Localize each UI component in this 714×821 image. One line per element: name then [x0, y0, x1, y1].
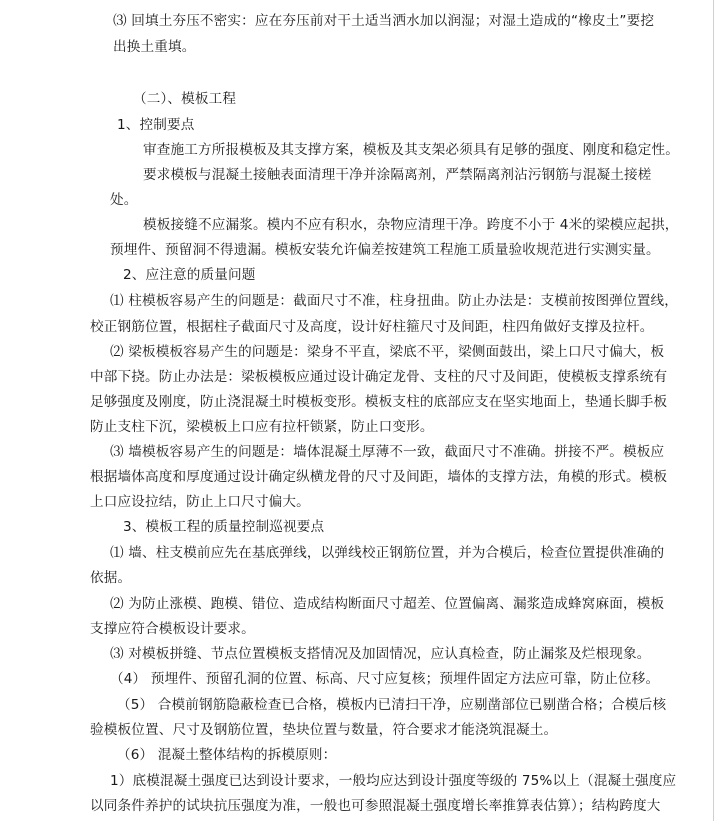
paragraph-line: 处。: [110, 192, 138, 208]
paragraph-line: 依据。: [90, 570, 132, 586]
paragraph-line: 以同条件养护的试块抗压强度为准，一般也可参照混凝土强度增长率推算表估算）；结构跨度大: [90, 798, 661, 814]
paragraph-line: 根据墙体高度和厚度通过设计确定纵横龙骨的尺寸及间距，墙体的支撑方法，角模的形式。模板: [90, 469, 668, 485]
paragraph-line: 上口应设拉结，防止上口尺寸偏大。: [90, 494, 310, 510]
paragraph-line: 支撑应符合模板设计要求。: [90, 621, 255, 637]
section-heading: （二）、模板工程: [133, 91, 237, 107]
paragraph-line: 审查施工方所报模板及其支撑方案，模板及其支架必须具有足够的强度、刚度和稳定性。: [143, 142, 680, 158]
paragraph-line: （5） 合模前钢筋隐蔽检查已合格，模板内已清扫干净，应剔凿部位已剔凿合格；合模后核: [117, 697, 667, 713]
paragraph-line: （6） 混凝土整体结构的拆模原则：: [117, 747, 337, 763]
paragraph-line: （4） 预埋件、预留孔洞的位置、标高、尺寸应复核；预埋件固定方法应可靠，防止位移。: [110, 671, 660, 687]
paragraph-line: ⑶ 对模板拼缝、节点位置模板支搭情况及加固情况，应认真检查，防止漏浆及烂根现象。: [110, 646, 651, 662]
paragraph-line: 出换土重填。: [113, 39, 196, 55]
subsection-heading: 2、应注意的质量问题: [123, 267, 256, 283]
paragraph-line: ⑴ 柱模板容易产生的问题是：截面尺寸不准，柱身扭曲。防止办法是：支模前按图弹位置线，: [110, 293, 678, 309]
paragraph-line: 要求模板与混凝土接触表面清理干净并涂隔离剂，严禁隔离剂沾污钢筋与混凝土接槎: [143, 167, 652, 183]
paragraph-line: 1）底模混凝土强度已达到设计要求，一般均应达到设计强度等级的 75%以上（混凝土强度应: [110, 773, 677, 789]
paragraph-line: 中部下挠。防止办法是：梁板模板应通过设计确定龙骨、支柱的尺寸及间距，使模板支撑系统有: [90, 369, 668, 385]
paragraph-line: 防止支柱下沉，梁模板上口应有拉杆锁紧，防止口变形。: [90, 419, 434, 435]
paragraph-line: 校正钢筋位置，根据柱子截面尺寸及高度，设计好柱箍尺寸及间距，柱四角做好支撑及拉杆。: [90, 319, 654, 335]
paragraph-line: 模板接缝不应漏浆。模内不应有积水，杂物应清理干净。跨度不小于 4米的梁模应起拱，: [143, 217, 679, 233]
paragraph-line: ⑴ 墙、柱支模前应先在基底弹线，以弹线校正钢筋位置，并为合模后，检查位置提供准确的: [110, 545, 665, 561]
subsection-heading: 1、控制要点: [117, 117, 195, 133]
paragraph-line: ⑶ 回填土夯压不密实：应在夯压前对干土适当洒水加以润湿；对湿土造成的“橡皮土”要挖: [113, 13, 655, 29]
paragraph-line: 预埋件、预留洞不得遗漏。模板安装允许偏差按建筑工程施工质量验收规范进行实测实量。: [110, 242, 660, 258]
paragraph-line: ⑶ 墙模板容易产生的问题是：墙体混凝土厚薄不一致，截面尺寸不准确。拼接不严。模板应: [110, 444, 665, 460]
paragraph-line: 足够强度及刚度，防止浇混凝土时模板变形。模板支柱的底部应支在坚实地面上，垫通长脚手板: [90, 394, 668, 410]
paragraph-line: ⑵ 梁板模板容易产生的问题是：梁身不平直，梁底不平，梁侧面鼓出，梁上口尺寸偏大，板: [110, 344, 665, 360]
paragraph-line: ⑵ 为防止涨模、跑模、错位、造成结构断面尺寸超差、位置偏离、漏浆造成蜂窝麻面，模板: [110, 596, 665, 612]
paragraph-line: 验模板位置、尺寸及钢筋位置，垫块位置与数量，符合要求才能浇筑混凝土。: [90, 722, 558, 738]
subsection-heading: 3、模板工程的质量控制巡视要点: [123, 519, 325, 535]
